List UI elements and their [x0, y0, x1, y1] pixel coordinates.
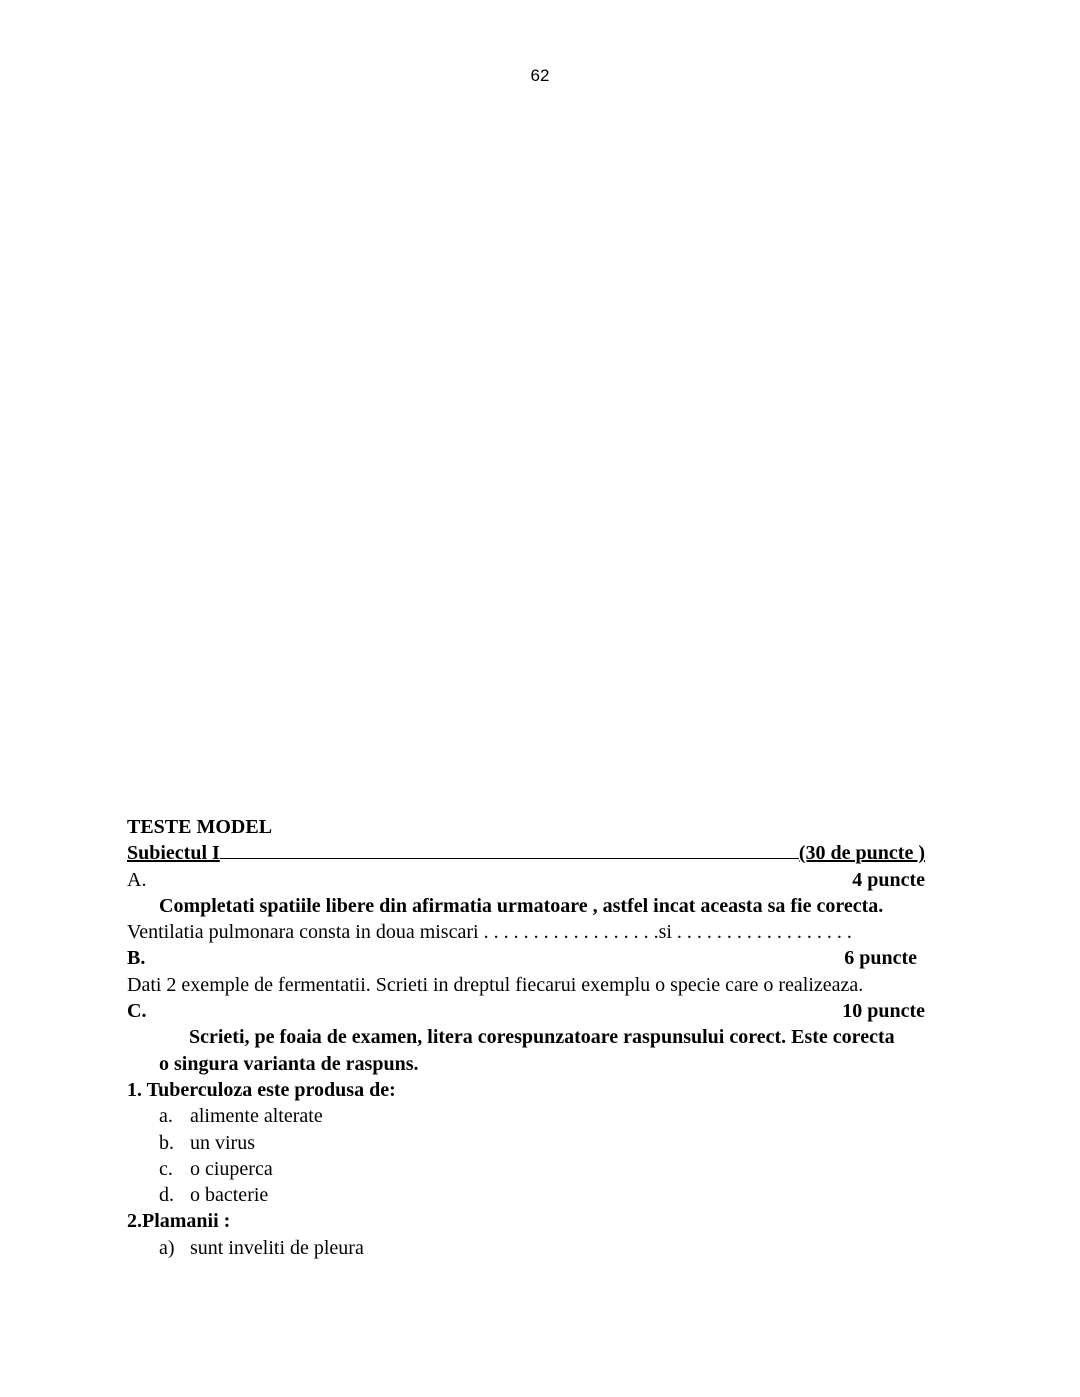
section-a-points: 4 puncte — [852, 868, 925, 891]
test-content — [127, 814, 939, 1261]
subject-underline — [220, 840, 799, 859]
option-letter: d. — [159, 1184, 174, 1207]
option-text: sunt inveliti de pleura — [190, 1236, 364, 1259]
section-c-points: 10 puncte — [842, 1000, 925, 1023]
question-1-title: 1. Tuberculoza este produsa de: — [127, 1078, 396, 1101]
option-letter: a) — [159, 1236, 175, 1259]
question-2-option-a — [127, 1235, 939, 1261]
section-b-label: B. — [127, 947, 146, 970]
option-letter: b. — [159, 1131, 174, 1154]
option-text: o bacterie — [190, 1184, 269, 1207]
option-text: o ciuperca — [190, 1157, 273, 1180]
option-letter: a. — [159, 1105, 173, 1128]
option-text: alimente alterate — [190, 1105, 323, 1128]
question-1-option-a — [127, 1103, 939, 1129]
subject-title: Subiectul I — [127, 842, 220, 865]
section-a-instruction: Completati spatiile libere din afirmatia urmatoare , astfel incat aceasta sa fie corecta. — [159, 894, 884, 917]
question-2-title: 2.Plamanii : — [127, 1210, 231, 1233]
section-c-row — [127, 998, 939, 1024]
question-1-option-b — [127, 1130, 939, 1156]
option-text: un virus — [190, 1131, 255, 1154]
section-a-row — [127, 867, 939, 893]
section-a-statement: Ventilatia pulmonara consta in doua miscari . . . . . . . . . . . . . . . . . .si . . . . . . . . . . . . . . . . . . — [127, 921, 852, 944]
option-letter: c. — [159, 1157, 173, 1180]
section-b-points: 6 puncte — [844, 947, 917, 970]
section-a-label: A. — [127, 868, 147, 891]
section-c-instruction-1: Scrieti, pe foaia de examen, litera corespunzatoare raspunsului corect. Este corecta — [189, 1026, 895, 1049]
section-b-row — [127, 945, 939, 971]
section-b-text: Dati 2 exemple de fermentatii. Scrieti in dreptul fiecarui exemplu o specie care o realizeaza. — [127, 973, 864, 996]
section-c-instruction-2: o singura varianta de raspuns. — [159, 1052, 419, 1075]
section-heading: TESTE MODEL — [127, 816, 273, 838]
section-c-label: C. — [127, 1000, 147, 1023]
page-number: 62 — [530, 66, 550, 85]
question-1-option-d — [127, 1182, 939, 1208]
question-1-option-c — [127, 1156, 939, 1182]
subject-points: (30 de puncte ) — [798, 842, 925, 865]
subject-row — [127, 840, 925, 866]
